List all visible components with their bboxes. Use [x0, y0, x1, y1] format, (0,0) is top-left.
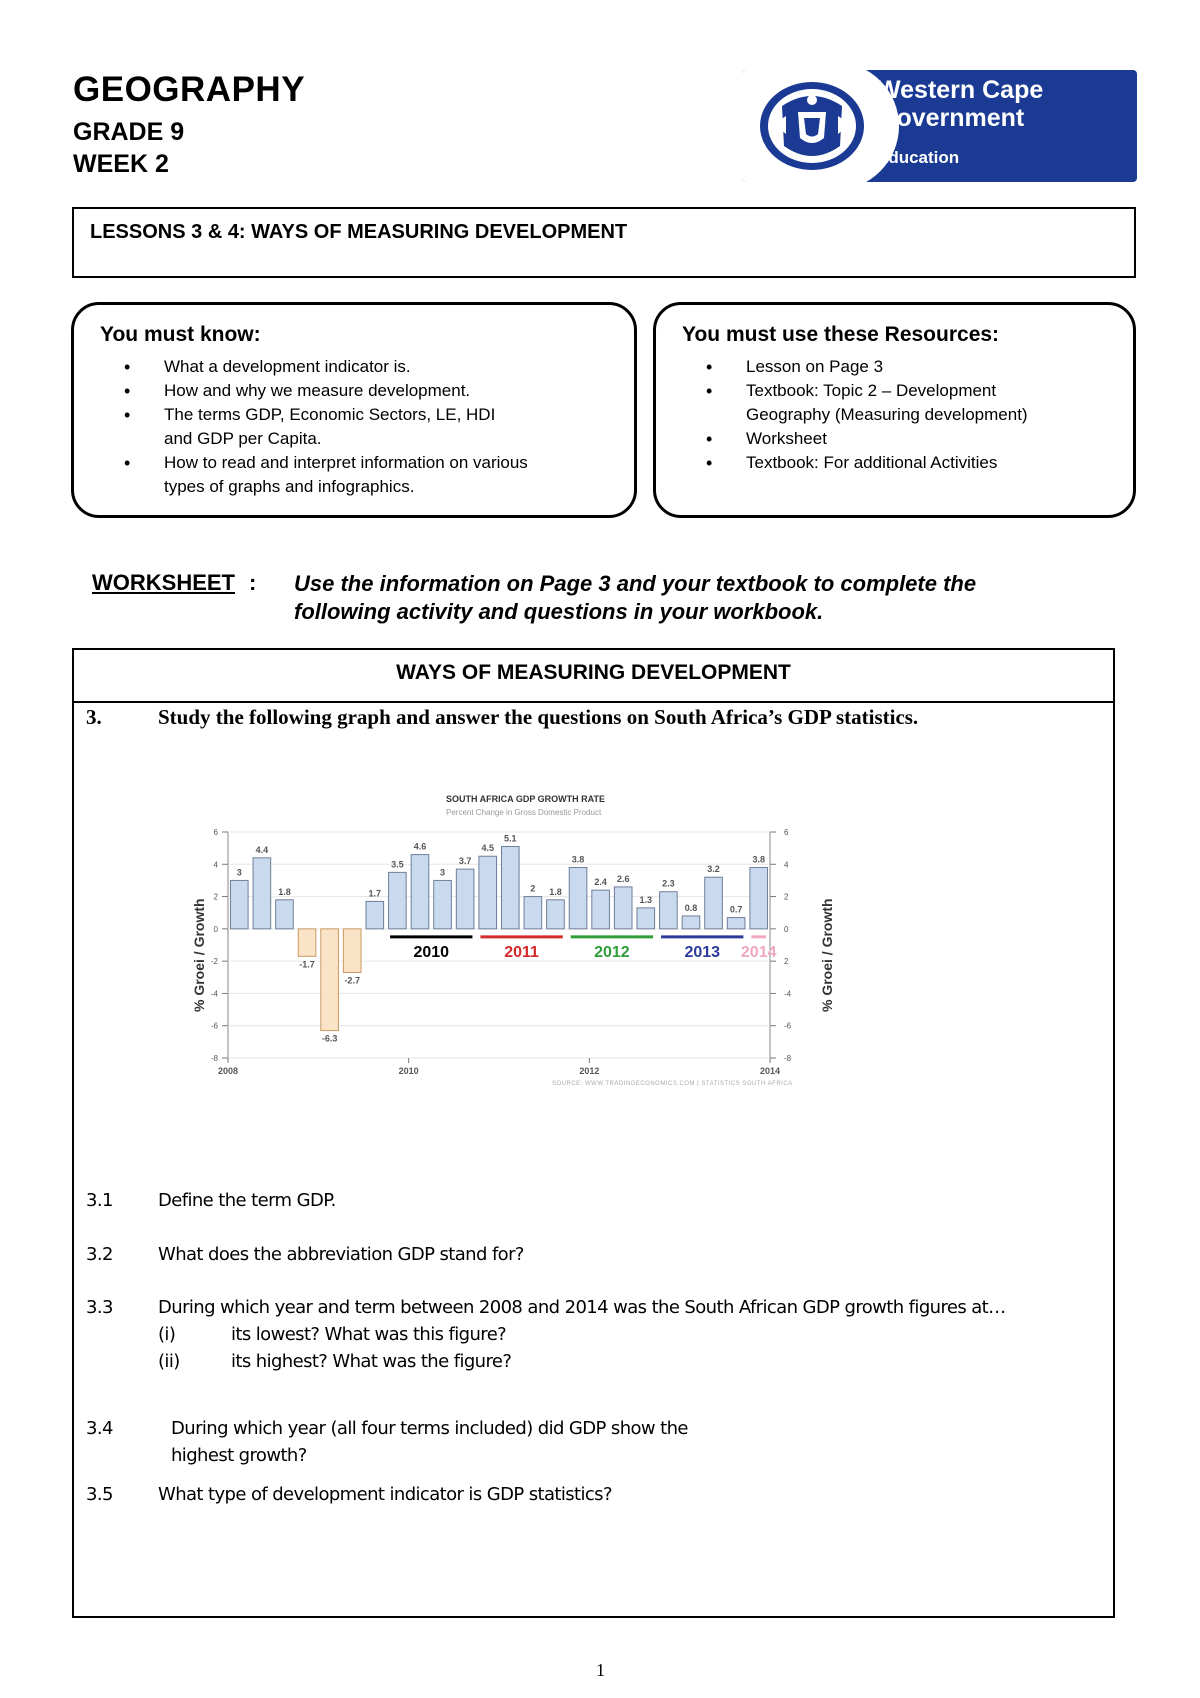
x-tick-label: 2008: [217, 1066, 239, 1076]
question-number: (i): [158, 1324, 176, 1345]
worksheet-instructions: [294, 570, 1094, 626]
data-label: 0.7: [729, 904, 743, 915]
data-label: 3: [236, 867, 242, 878]
question-number: 3.3: [86, 1297, 113, 1318]
bar: [298, 929, 316, 956]
list-item: • What a development indicator is.: [164, 355, 528, 379]
x-tick-label: 2014: [759, 1066, 781, 1076]
list-item: • Textbook: Topic 2 – Development: [746, 379, 1028, 403]
question-text: During which year and term between 2008 and 2014 was the South African GDP growth figures at…: [158, 1297, 1006, 1318]
data-label: 3.8: [752, 854, 765, 865]
list-item: • How to read and interpret information on various: [164, 451, 528, 475]
question-text: highest growth?: [171, 1445, 307, 1466]
y-tick-label: -2: [210, 957, 218, 967]
chart-title: SOUTH AFRICA GDP GROWTH RATE: [446, 794, 605, 804]
list-item-continuation: Geography (Measuring development): [746, 405, 1028, 424]
list-item-continuation: and GDP per Capita.: [164, 429, 322, 448]
y-tick-label-right: -8: [784, 1054, 792, 1063]
chart-subtitle: Percent Change in Gross Domestic Product: [446, 808, 602, 817]
year-label: 2012: [594, 943, 630, 961]
question-3-text: Study the following graph and answer the questions on South Africa’s GDP statistics.: [158, 705, 919, 729]
y-tick-label-right: 6: [784, 828, 789, 837]
list-item: • Textbook: For additional Activities: [746, 451, 1028, 475]
y-tick-label-right: -6: [784, 1021, 792, 1031]
resources-list: [682, 355, 1028, 475]
year-label: 2014: [740, 943, 777, 961]
year-label: 2010: [413, 943, 450, 961]
year-label: 2011: [504, 943, 539, 961]
y-tick-label: 2: [213, 892, 218, 902]
grade-label: GRADE 9: [73, 118, 185, 146]
gdp-growth-chart: [180, 780, 860, 1100]
logo-line-2: Government: [877, 104, 1025, 132]
y-tick-label: -6: [210, 1021, 218, 1031]
bar: [343, 929, 361, 973]
bar: [682, 916, 700, 929]
chart-source: SOURCE: WWW.TRADINGECONOMICS.COM | STATISTICS SOUTH AFRICA: [552, 1081, 793, 1087]
data-label: 3.8: [571, 854, 585, 865]
y-axis-label: % Groei / Growth: [191, 898, 207, 1012]
bar: [366, 901, 384, 928]
y-tick-label-right: 4: [784, 860, 789, 870]
bar: [434, 880, 452, 928]
bar: [727, 918, 745, 929]
subject-title: GEOGRAPHY: [73, 70, 306, 109]
data-label: 4.6: [413, 841, 427, 852]
x-tick-label: 2012: [579, 1066, 600, 1076]
question-number: 3.5: [86, 1484, 113, 1505]
question-3-number: 3.: [86, 705, 102, 729]
bar: [592, 890, 610, 929]
list-item: • Worksheet: [746, 427, 1028, 451]
y-tick-label: -8: [210, 1054, 218, 1063]
bar: [501, 847, 519, 929]
worksheet-label: WORKSHEET: [92, 570, 235, 595]
list-item: • The terms GDP, Economic Sectors, LE, HDI: [164, 403, 528, 427]
activity-heading: WAYS OF MEASURING DEVELOPMENT: [396, 661, 791, 684]
bar: [705, 877, 723, 929]
week-label: WEEK 2: [73, 150, 169, 178]
bar: [547, 900, 565, 929]
y-tick-label-right: -4: [784, 989, 792, 999]
year-label: 2013: [684, 943, 721, 961]
bar: [637, 908, 655, 929]
logo-line-1: Western Cape: [877, 76, 1044, 104]
question-text: its lowest? What was this figure?: [231, 1324, 507, 1345]
bar: [660, 892, 678, 929]
activity-table-header: [72, 648, 1115, 703]
bar: [411, 855, 429, 929]
data-label: 1.8: [549, 886, 562, 897]
bar: [456, 869, 474, 929]
question-number: 3.4: [86, 1418, 113, 1439]
question-text: During which year (all four terms included) did GDP show the: [171, 1418, 688, 1439]
data-label: 4.4: [255, 844, 269, 855]
bar: [569, 868, 587, 929]
y-tick-label: 0: [213, 924, 218, 934]
bar: [524, 897, 542, 929]
data-label: 2.4: [594, 877, 607, 888]
must-know-box: [71, 302, 637, 518]
x-tick-label: 2010: [398, 1066, 419, 1076]
list-item: • Lesson on Page 3: [746, 355, 1028, 379]
lesson-title-box: [72, 207, 1136, 278]
data-label: 3.2: [707, 864, 720, 875]
question-number: (ii): [158, 1351, 180, 1372]
bar: [276, 900, 294, 929]
coat-of-arms-icon: [752, 76, 872, 176]
y-tick-label-right: 2: [784, 957, 789, 967]
worksheet-colon: :: [249, 570, 257, 595]
y-axis-label-right: % Groei / Growth: [819, 898, 835, 1012]
resources-box: [653, 302, 1136, 518]
lesson-title: LESSONS 3 & 4: WAYS OF MEASURING DEVELOPMENT: [90, 221, 628, 243]
bar: [230, 880, 248, 928]
bar: [389, 872, 407, 929]
y-tick-label: -4: [210, 989, 218, 999]
must-know-list: [100, 355, 528, 499]
data-label: 3: [440, 867, 446, 878]
logo-line-3: Education: [877, 148, 960, 167]
bar: [479, 856, 497, 929]
question-number: 3.2: [86, 1244, 113, 1265]
data-label: -2.7: [344, 975, 360, 986]
data-label: 3.7: [458, 856, 472, 867]
bar: [750, 868, 768, 929]
bar: [253, 858, 271, 929]
resources-heading: You must use these Resources:: [682, 323, 1000, 346]
data-label: 4.5: [481, 843, 494, 854]
y-tick-label: 4: [213, 860, 218, 870]
data-label: 1.3: [639, 894, 653, 905]
bar: [614, 887, 632, 929]
data-label: 2.6: [616, 873, 630, 884]
wcg-logo: [742, 70, 1137, 182]
question-text: its highest? What was the figure?: [231, 1351, 512, 1372]
data-label: 1.8: [278, 886, 291, 897]
y-tick-label: 6: [213, 828, 218, 837]
y-tick-label-right: 0: [784, 924, 789, 934]
question-text: What does the abbreviation GDP stand for?: [158, 1244, 524, 1265]
data-label: 0.8: [684, 902, 698, 913]
page-number: 1: [596, 1660, 605, 1680]
question-text: Define the term GDP.: [158, 1190, 336, 1211]
question-text: What type of development indicator is GDP statistics?: [158, 1484, 612, 1505]
data-label: -6.3: [321, 1033, 338, 1044]
data-label: 3.5: [391, 859, 404, 870]
y-tick-label-right: 2: [784, 892, 789, 902]
bar: [321, 929, 339, 1031]
worksheet-line-1: Use the information on Page 3 and your textbook to complete the: [294, 571, 977, 596]
data-label: 5.1: [504, 833, 517, 844]
data-label: -1.7: [299, 959, 315, 970]
data-label: 2: [530, 883, 536, 894]
must-know-heading: You must know:: [100, 323, 261, 346]
question-number: 3.1: [86, 1190, 113, 1211]
list-item: • How and why we measure development.: [164, 379, 528, 403]
data-label: 1.7: [368, 888, 382, 899]
list-item-continuation: types of graphs and infographics.: [164, 477, 415, 496]
data-label: 2.3: [662, 878, 675, 889]
worksheet-line-2: following activity and questions in your workbook.: [294, 599, 824, 624]
